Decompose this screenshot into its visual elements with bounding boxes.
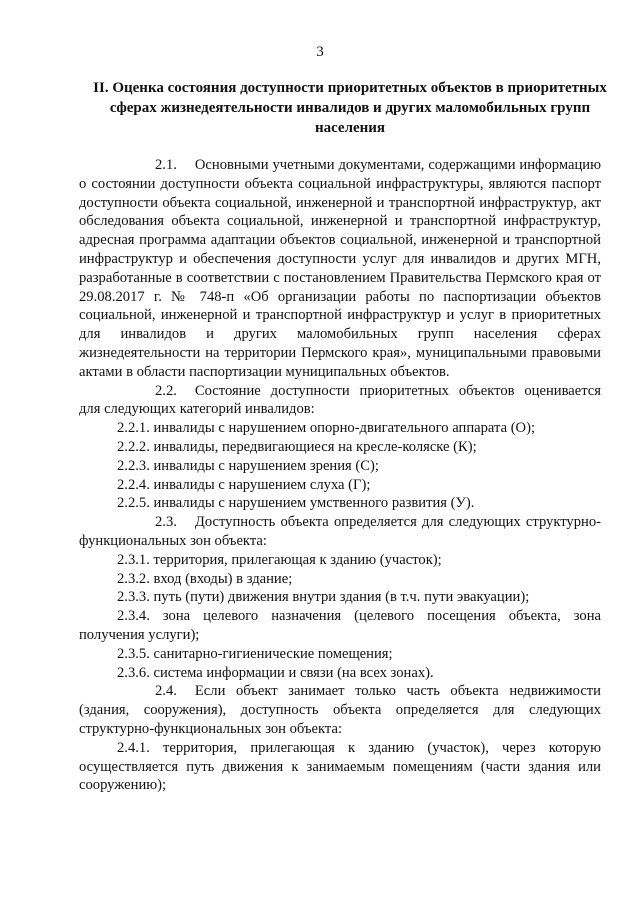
page-number: 3	[316, 44, 324, 60]
paragraph-text: Если объект занимает только часть объекта недвижимости (здания, сооружения), доступность объекта определяется для следующих структурно-функциональных зон объекта:	[79, 683, 601, 737]
paragraph-number: 2.3.	[155, 514, 177, 531]
list-item: 2.3.4. зона целевого назначения (целевого посещения объекта, зона получения услуги);	[79, 608, 601, 643]
section-title-line: сферах жизнедеятельности инвалидов и других маломобильных групп	[109, 100, 591, 116]
list-item: 2.3.5. санитарно-гигиенические помещения;	[117, 645, 393, 662]
list-item: 2.3.3. путь (пути) движения внутри здания (в т.ч. пути эвакуации);	[117, 589, 530, 606]
section-title	[80, 78, 620, 138]
list-item: 2.2.3. инвалиды с нарушением зрения (С);	[117, 457, 379, 474]
paragraph-2-3	[79, 513, 601, 551]
paragraph-number: 2.4.	[155, 683, 177, 700]
list-item: 2.3.2. вход (входы) в здание;	[117, 570, 293, 587]
paragraph-2-2	[79, 382, 601, 420]
list-item: 2.2.5. инвалиды с нарушением умственного развития (У).	[117, 495, 475, 512]
list-item: 2.2.1. инвалиды с нарушением опорно-двигательного аппарата (О);	[117, 420, 536, 437]
paragraph-number: 2.1.	[155, 157, 177, 173]
list-item: 2.2.2. инвалиды, передвигающиеся на кресле-коляске (К);	[117, 438, 477, 455]
paragraph-text: Основными учетными документами, содержащими информацию о состоянии доступности объекта социальной инфраструктуры, являются паспорт доступности объекта социальной, инженерной и транспортной инфраструктур, акт обследования объекта социальной, инженерной и транспортной инфраструктур, адресная программа адаптации объектов социальной, инженерной и транспортной инфраструктур и обеспечения доступности услуг для инвалидов и других МГН, разработанные в соответствии с постановлением Правительства Пермского края от 29.08.2017 г. № 748-п «Об организации работы по паспортизации объектов социальной, инженерной и транспортной инфраструктур и услуг в приоритетных для инвалидов и других маломобильных групп населения сферах жизнедеятельности на территории Пермского края», муниципальными правовыми актами в области паспортизации муниципальных объектов.	[79, 157, 601, 380]
list-item: 2.3.1. территория, прилегающая к зданию (участок);	[117, 551, 442, 568]
list-item: 2.3.6. система информации и связи (на всех зонах).	[117, 664, 434, 681]
paragraph-2-4	[79, 682, 601, 738]
paragraph-2-1	[79, 156, 601, 382]
paragraph-text: Состояние доступности приоритетных объектов оценивается для следующих категорий инвалидов:	[79, 382, 601, 418]
document-body	[79, 156, 601, 795]
section-title-line: населения	[314, 120, 386, 136]
section-title-line: II. Оценка состояния доступности приоритетных объектов в приоритетных	[93, 80, 607, 96]
list-item: 2.4.1. территория, прилегающая к зданию (участок), через которую осуществляется путь движения к занимаемым помещениям (части здания или сооружению);	[79, 739, 601, 794]
paragraph-number: 2.2.	[155, 382, 177, 399]
list-item: 2.2.4. инвалиды с нарушением слуха (Г);	[117, 476, 371, 493]
paragraph-text: Доступность объекта определяется для следующих структурно-функциональных зон объекта:	[79, 514, 601, 549]
